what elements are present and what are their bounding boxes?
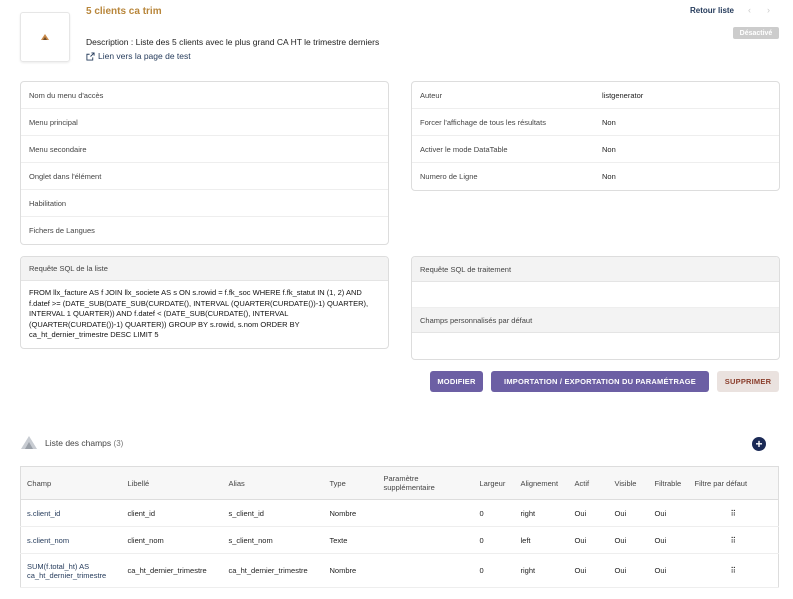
fields-table (20, 466, 779, 588)
field-libelle: ca_ht_dernier_trimestre (122, 554, 223, 588)
drag-handle-icon[interactable]: ⠿ (689, 527, 779, 554)
property-label: Habilitation (29, 198, 67, 208)
field-param (378, 554, 474, 588)
field-alignement: right (515, 500, 569, 527)
column-header: Paramètre supplémentaire (378, 467, 474, 500)
column-header: Libellé (122, 467, 223, 500)
import-export-button[interactable]: IMPORTATION / EXPORTATION DU PARAMÉTRAGE (491, 371, 709, 392)
property-value: Non (602, 144, 616, 154)
property-label: Onglet dans l'élément (29, 171, 102, 181)
sql-list-panel (20, 256, 389, 349)
property-value: listgenerator (602, 90, 644, 100)
field-alias: ca_ht_dernier_trimestre (223, 554, 324, 588)
property-row (21, 190, 388, 217)
column-header: Filtrable (649, 467, 689, 500)
field-libelle: client_id (122, 500, 223, 527)
field-libelle: client_nom (122, 527, 223, 554)
property-row (21, 163, 388, 190)
property-row (21, 217, 388, 244)
property-row (21, 136, 388, 163)
field-type: Nombre (324, 554, 378, 588)
drag-handle-icon[interactable]: ⠿ (689, 554, 779, 588)
field-largeur: 0 (474, 554, 515, 588)
field-param (378, 527, 474, 554)
property-value: Non (602, 172, 616, 181)
field-filtrable: Oui (649, 500, 689, 527)
field-visible: Oui (609, 500, 649, 527)
table-header-row (21, 467, 779, 500)
field-alignement: right (515, 554, 569, 588)
property-row (21, 109, 388, 136)
property-label: Forcer l'affichage de tous les résultats (420, 117, 546, 127)
field-champ[interactable]: SUM(f.total_ht) AS ca_ht_dernier_trimestre (21, 554, 122, 588)
sql-list-label: Requête SQL de la liste (21, 257, 388, 281)
property-row (412, 82, 779, 109)
column-header: Alignement (515, 467, 569, 500)
property-row (412, 109, 779, 136)
column-header: Visible (609, 467, 649, 500)
left-properties-panel (20, 81, 389, 245)
column-header: Champ (21, 467, 122, 500)
field-visible: Oui (609, 527, 649, 554)
property-row (21, 82, 388, 109)
field-type: Texte (324, 527, 378, 554)
property-label: Fichers de Langues (29, 226, 95, 235)
list-icon (39, 31, 51, 43)
test-link-label: Lien vers la page de test (98, 51, 191, 61)
right-properties-panel (411, 81, 780, 191)
table-row (21, 554, 779, 588)
modify-button[interactable]: MODIFIER (430, 371, 483, 392)
field-actif: Oui (569, 500, 609, 527)
sql-processing-label: Requête SQL de traitement (412, 257, 779, 282)
property-row (412, 136, 779, 163)
field-alignement: left (515, 527, 569, 554)
back-to-list-link[interactable]: Retour liste (690, 6, 735, 15)
property-label: Menu secondaire (29, 144, 87, 154)
field-param (378, 500, 474, 527)
property-label: Numero de Ligne (420, 172, 478, 181)
property-value: Non (602, 117, 616, 127)
add-field-button[interactable] (752, 437, 766, 451)
property-label: Nom du menu d'accès (29, 90, 104, 100)
fields-list-label: Liste des champs (45, 438, 112, 448)
field-filtrable: Oui (649, 554, 689, 588)
property-label: Menu principal (29, 117, 78, 127)
sql-list-query: FROM llx_facture AS f JOIN llx_societe AS s ON s.rowid = f.fk_soc WHERE f.fk_statut IN (1, 2) AND f.datef >= (DATE_SUB(DATE_SUB(CURDATE(), INTERVAL (QUARTER(CURDATE())-1) QUARTER), INTERVAL 1 QUARTER)) AND f.datef < (DATE_SUB(CURDATE(), INTERVAL (QUARTER(CURDATE())-1) QUARTER)) GROUP BY s.rowid, s.nom ORDER BY ca_ht_dernier_trimestre DESC LIMIT 5 (29, 288, 369, 339)
plus-circle-icon: + (755, 437, 763, 451)
column-header: Type (324, 467, 378, 500)
property-row (412, 163, 779, 190)
delete-button[interactable]: SUPPRIMER (717, 371, 779, 392)
field-alias: s_client_nom (223, 527, 324, 554)
field-type: Nombre (324, 500, 378, 527)
sql-processing-value (412, 282, 779, 308)
field-largeur: 0 (474, 500, 515, 527)
table-row (21, 500, 779, 527)
column-header: Alias (223, 467, 324, 500)
fields-count: (3) (113, 439, 124, 448)
field-champ[interactable]: s.client_nom (21, 527, 122, 554)
sql-processing-panel (411, 256, 780, 360)
column-header: Largeur (474, 467, 515, 500)
column-header: Filtre par défaut (689, 467, 779, 500)
field-champ[interactable]: s.client_id (21, 500, 122, 527)
previous-arrow-icon[interactable]: ‹ (748, 5, 751, 15)
drag-handle-icon[interactable]: ⠿ (689, 500, 779, 527)
external-link-icon (86, 52, 95, 61)
field-alias: s_client_id (223, 500, 324, 527)
column-header: Actif (569, 467, 609, 500)
field-actif: Oui (569, 554, 609, 588)
page-title: 5 clients ca trim (86, 6, 162, 17)
field-filtrable: Oui (649, 527, 689, 554)
property-label: Activer le mode DataTable (420, 144, 508, 154)
table-row (21, 527, 779, 554)
field-actif: Oui (569, 527, 609, 554)
next-arrow-icon[interactable]: › (767, 5, 770, 15)
fields-list-title (45, 438, 123, 448)
list-description: Description : Liste des 5 clients avec le plus grand CA HT le trimestre derniers (86, 37, 380, 47)
status-badge: Désactivé (733, 27, 779, 39)
test-page-link[interactable] (86, 51, 191, 61)
field-largeur: 0 (474, 527, 515, 554)
list-thumbnail (20, 12, 70, 62)
field-visible: Oui (609, 554, 649, 588)
custom-fields-label: Champs personnalisés par défaut (412, 308, 779, 333)
fields-list-icon (20, 434, 38, 451)
property-label: Auteur (420, 90, 443, 100)
